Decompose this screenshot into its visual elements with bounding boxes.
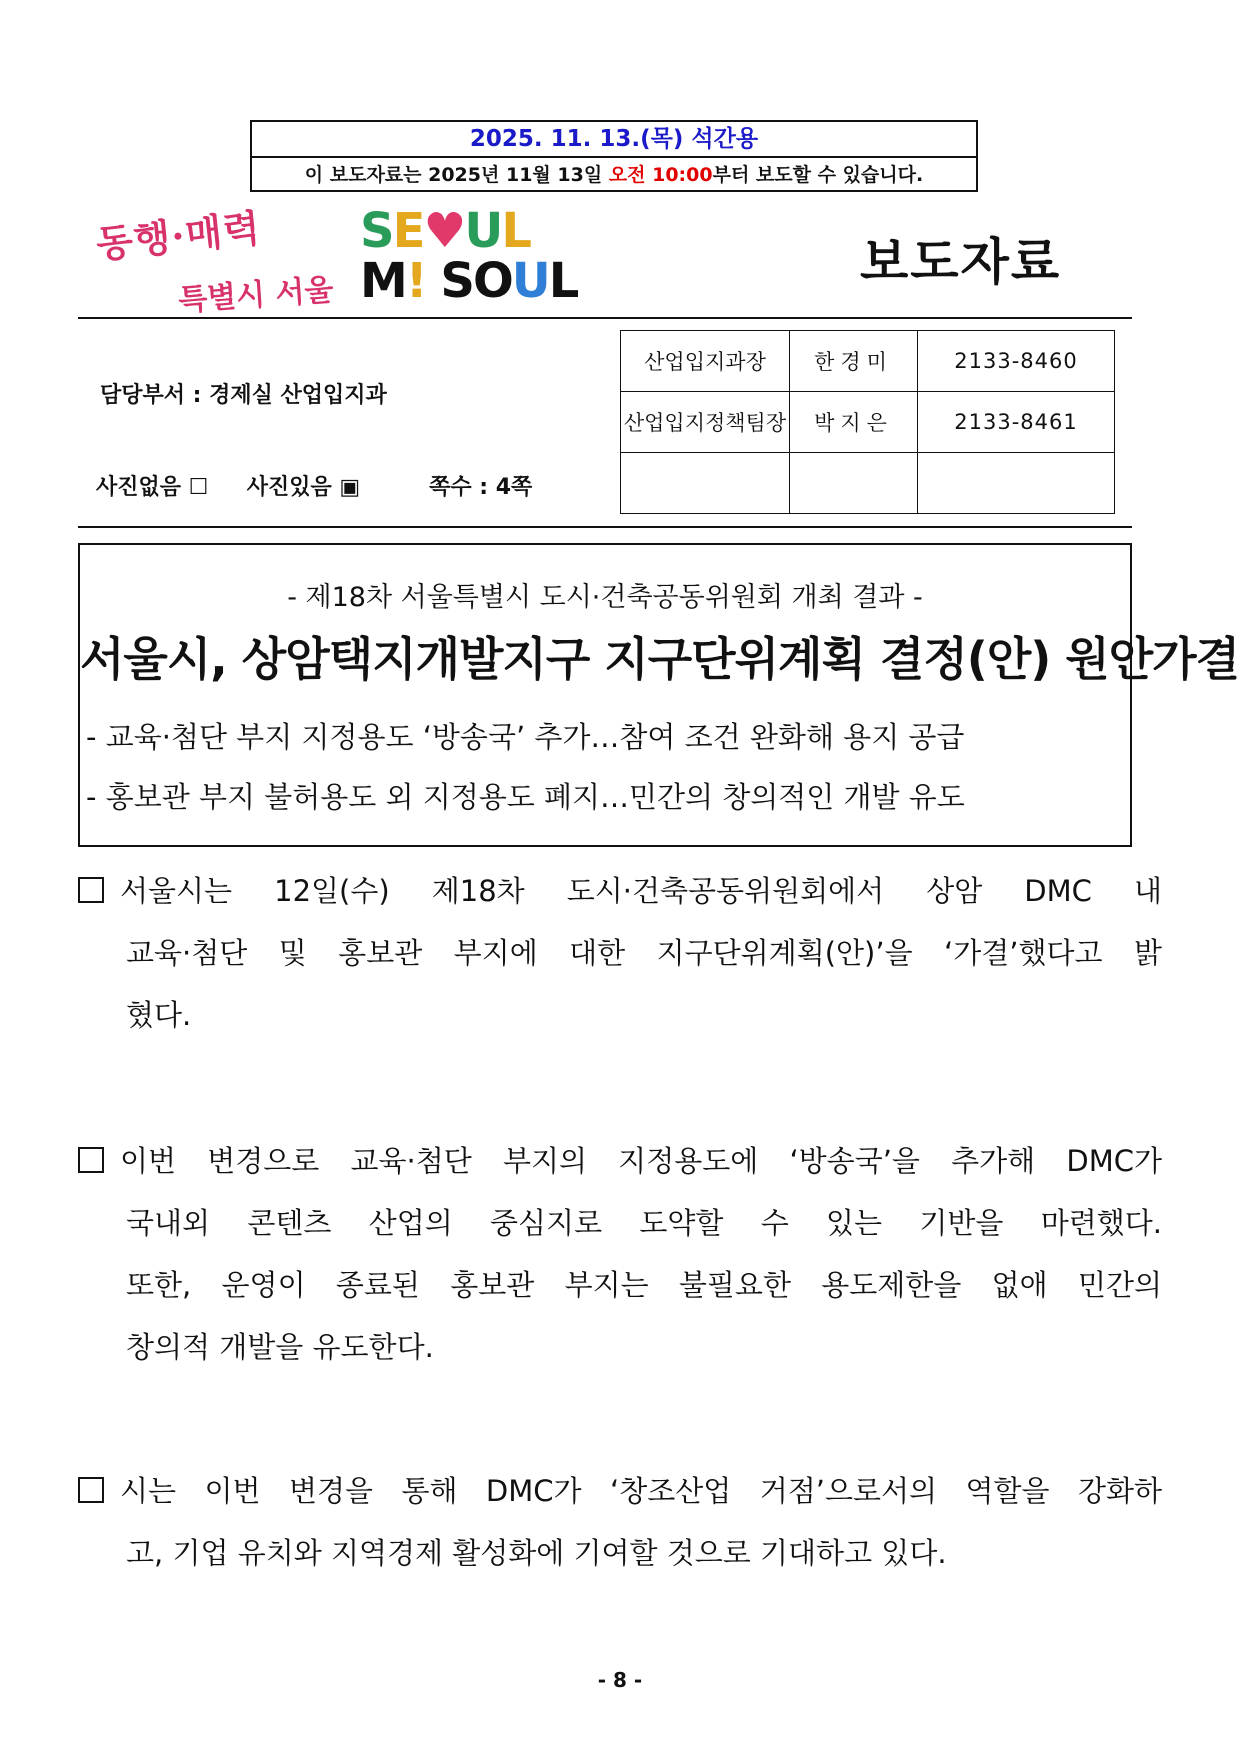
contact-phone: 2133-8460: [918, 331, 1115, 392]
contact-name: [790, 453, 918, 514]
paragraph-text: 이번 변경으로 교육·첨단 부지의 지정용도에 ‘방송국’을 추가해 DMC가: [120, 1144, 1162, 1178]
slogan-line-1: 동행·매력: [93, 204, 263, 267]
contact-team: 산업입지과장: [621, 331, 790, 392]
paragraph-text: 또한, 운영이 종료된 홍보관 부지는 불필요한 용도제한을 없애 민간의: [126, 1268, 1162, 1302]
divider-top: [78, 317, 1132, 319]
paragraph-2: [78, 1130, 1162, 1378]
headline-bullet-2: - 홍보관 부지 불허용도 외 지정용도 폐지…민간의 창의적인 개발 유도: [86, 780, 965, 814]
no-photo-check: 사진없음 ☐: [96, 475, 209, 500]
headline-title: 서울시, 상암택지개발지구 지구단위계획 결정(안) 원안가결: [80, 632, 1240, 686]
page-number: - 8 -: [597, 1668, 643, 1692]
slogan-line-2: 특별시 서울: [177, 272, 335, 319]
paragraph-line: [78, 1254, 1162, 1316]
paragraph-3: [78, 1460, 1162, 1584]
paragraph-line: [78, 922, 1162, 984]
contact-name: 박지은: [790, 392, 918, 453]
department-line: 담당부서 : 경제실 산업입지과: [100, 383, 387, 408]
paragraph-text: 국내외 콘텐츠 산업의 중심지로 도약할 수 있는 기반을 마련했다.: [126, 1206, 1162, 1240]
paragraph-line: [78, 984, 1162, 1046]
contact-phone: [918, 453, 1115, 514]
slogan-logo: [93, 204, 335, 319]
contact-team: 산업입지정책팀장: [621, 392, 790, 453]
paragraph-text: 서울시는 12일(수) 제18차 도시·건축공동위원회에서 상암 DMC 내: [120, 874, 1162, 908]
paragraph-1: [78, 860, 1162, 1046]
paragraph-line: [78, 1130, 1162, 1192]
embargo-notice: [252, 158, 976, 192]
divider-middle: [78, 526, 1132, 528]
seoul-logo-line-1: SE♥UL: [360, 203, 530, 259]
with-photo-check: 사진있음 ▣: [246, 475, 361, 500]
contact-team: [621, 453, 790, 514]
paragraph-text: 혔다.: [126, 998, 192, 1032]
contact-phone: 2133-8461: [918, 392, 1115, 453]
embargo-date: 2025. 11. 13.(목) 석간용: [252, 122, 976, 158]
contact-row: [621, 392, 1115, 453]
paragraph-line: [78, 860, 1162, 922]
photo-line: [96, 470, 532, 501]
embargo-notice-text: 이 보도자료는 2025년 11월 13일: [304, 164, 609, 186]
contact-name: 한경미: [790, 331, 918, 392]
paragraph-text: 시는 이번 변경을 통해 DMC가 ‘창조산업 거점’으로서의 역할을 강화하: [120, 1474, 1162, 1508]
paragraph-text: 고, 기업 유치와 지역경제 활성화에 기여할 것으로 기대하고 있다.: [126, 1536, 947, 1570]
paragraph-line: [78, 1192, 1162, 1254]
embargo-notice-time: 오전 10:00: [608, 164, 713, 186]
seoul-logo-line-2: M! SOUL: [360, 253, 578, 309]
doc-title: 보도자료: [860, 233, 1062, 291]
checkbox-icon: [78, 877, 104, 903]
paragraph-text: 창의적 개발을 유도한다.: [126, 1330, 434, 1364]
embargo-notice-text-end: 부터 보도할 수 있습니다.: [712, 164, 924, 186]
headline-bullet-1: - 교육·첨단 부지 지정용도 ‘방송국’ 추가…참여 조건 완화해 용지 공급: [86, 720, 965, 754]
page-count: 쪽수 : 4쪽: [429, 475, 533, 500]
headline-box: [78, 543, 1240, 847]
checkbox-icon: [78, 1147, 104, 1173]
headline-subtitle: - 제18차 서울특별시 도시·건축공동위원회 개최 결과 -: [287, 582, 923, 613]
paragraph-line: [78, 1522, 1162, 1584]
paragraph-text: 교육·첨단 및 홍보관 부지에 대한 지구단위계획(안)’을 ‘가결’했다고 밝: [126, 936, 1162, 970]
contact-table: [620, 330, 1115, 514]
seoul-my-soul-logo: [360, 203, 578, 309]
paragraph-line: [78, 1316, 1162, 1378]
contact-row: [621, 453, 1115, 514]
paragraph-line: [78, 1460, 1162, 1522]
contact-row: [621, 331, 1115, 392]
checkbox-icon: [78, 1477, 104, 1503]
embargo-box: [250, 120, 978, 192]
